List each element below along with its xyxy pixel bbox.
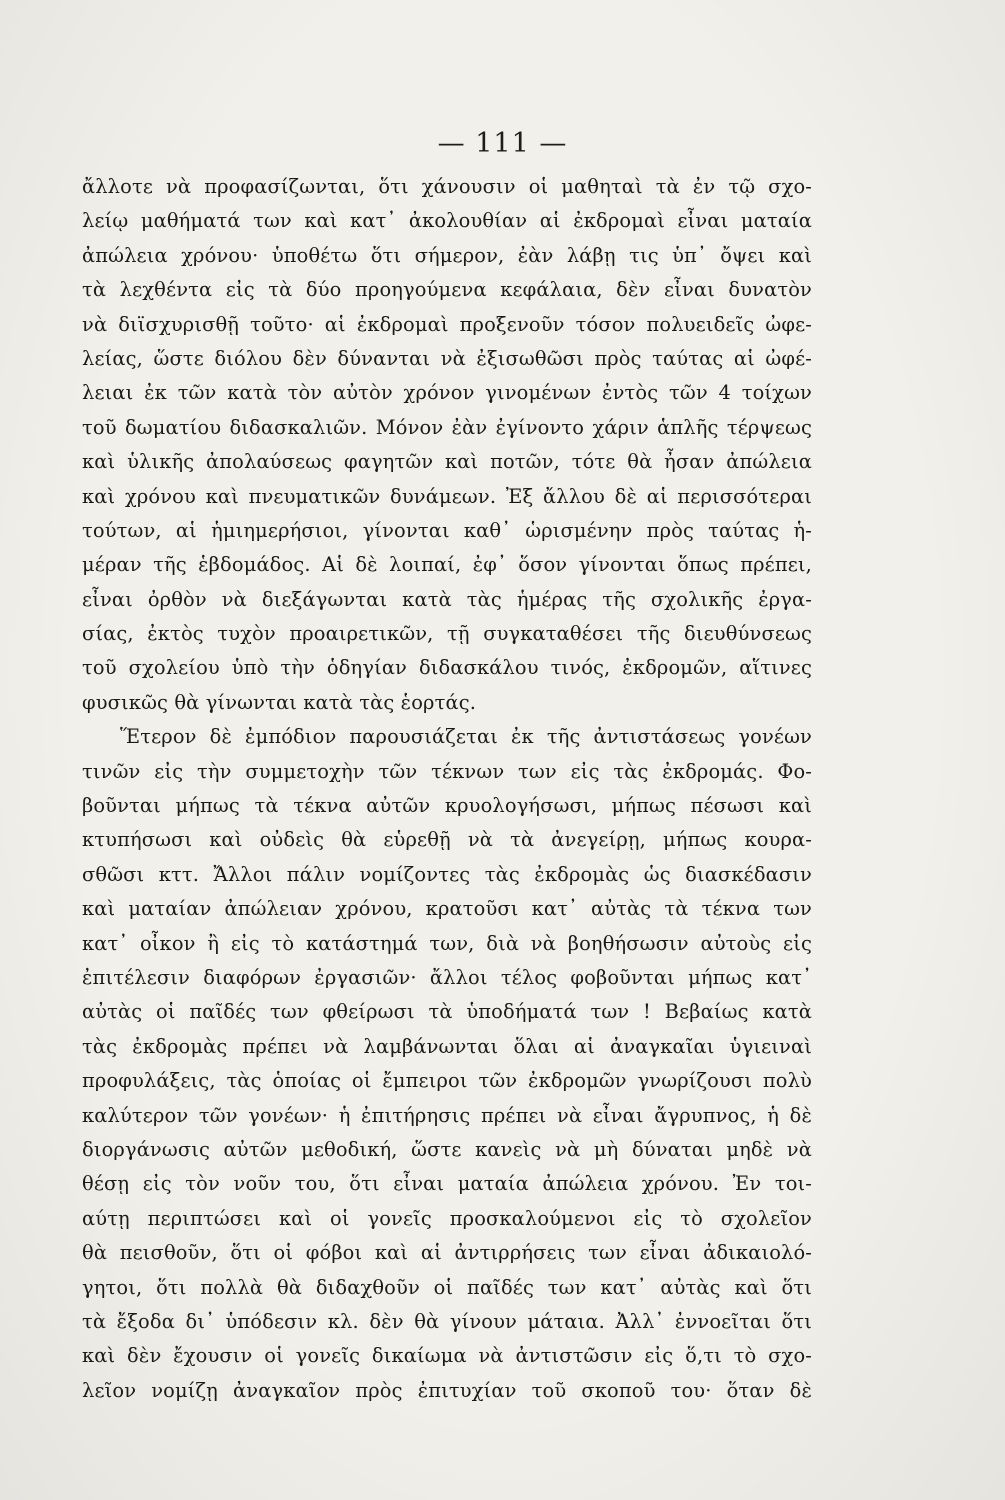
- text-line: βοῦνται μήπως τὰ τέκνα αὐτῶν κρυολογήσωσι, μήπως πέσωσι καὶ: [82, 794, 812, 818]
- text-line: αύτῃ περιπτώσει καὶ οἱ γονεῖς προσκαλούμενοι εἰς τὸ σχολεῖον: [82, 1206, 812, 1230]
- text-line: λειαι ἐκ τῶν κατὰ τὸν αὐτὸν χρόνον γινομένων ἐντὸς τῶν 4 τοίχων: [82, 381, 812, 405]
- text-line: καὶ ὑλικῆς ἀπολαύσεως φαγητῶν καὶ ποτῶν, τότε θὰ ἦσαν ἀπώλεια: [82, 450, 812, 474]
- text-line: τὰς ἐκδρομὰς πρέπει νὰ λαμβάνωνται ὅλαι αἱ ἀναγκαῖαι ὑγιειναὶ: [82, 1034, 812, 1058]
- text-line: αὐτὰς οἱ παῖδές των φθείρωσι τὰ ὑποδήματά των ! Βεβαίως κατὰ: [82, 1000, 812, 1024]
- text-line: μέραν τῆς ἑβδομάδος. Αἱ δὲ λοιπαί, ἐφ᾽ ὅσον γίνονται ὅπως πρέπει,: [82, 553, 812, 577]
- text-line: σίας, ἐκτὸς τυχὸν προαιρετικῶν, τῇ συγκαταθέσει τῆς διευθύνσεως: [82, 622, 812, 646]
- text-line: νὰ διϊσχυρισθῇ τοῦτο· αἱ ἐκδρομαὶ προξενοῦν τόσον πολυειδεῖς ὠφε-: [82, 312, 812, 336]
- text-line: εἶναι ὀρθὸν νὰ διεξάγωνται κατὰ τὰς ἡμέρας τῆς σχολικῆς ἐργα-: [82, 587, 812, 611]
- text-line: λείας, ὥστε διόλου δὲν δύνανται νὰ ἐξισωθῶσι πρὸς ταύτας αἱ ὠφέ-: [82, 346, 812, 370]
- paragraph-first-line: Ἕτερον δὲ ἐμπόδιον παρουσιάζεται ἐκ τῆς ἀντιστάσεως γονέων: [120, 725, 812, 749]
- text-line: διοργάνωσις αὐτῶν μεθοδική, ὥστε κανεὶς νὰ μὴ δύναται μηδὲ νὰ: [82, 1137, 812, 1161]
- text-line: τοῦ δωματίου διδασκαλιῶν. Μόνον ἐὰν ἐγίνοντο χάριν ἁπλῆς τέρψεως: [82, 415, 812, 439]
- text-line: λείῳ μαθήματά των καὶ κατ᾽ ἀκολουθίαν αἱ ἐκδρομαὶ εἶναι ματαία: [82, 209, 812, 233]
- text-line: θέσῃ εἰς τὸν νοῦν του, ὅτι εἶναι ματαία ἀπώλεια χρόνου. Ἐν τοι-: [82, 1172, 812, 1196]
- text-line: ἀπώλεια χρόνου· ὑποθέτω ὅτι σήμερον, ἐὰν λάβῃ τις ὑπ᾽ ὄψει καὶ: [82, 243, 812, 267]
- text-line: καὶ ματαίαν ἀπώλειαν χρόνου, κρατοῦσι κατ᾽ αὐτὰς τὰ τέκνα των: [82, 897, 812, 921]
- text-line: ἄλλοτε νὰ προφασίζωνται, ὅτι χάνουσιν οἱ μαθηταὶ τὰ ἐν τῷ σχο-: [82, 175, 812, 198]
- text-line: ἐπιτέλεσιν διαφόρων ἐργασιῶν· ἄλλοι τέλος φοβοῦνται μήπως κατ᾽: [82, 965, 812, 989]
- text-line: γητοι, ὅτι πολλὰ θὰ διδαχθοῦν οἱ παῖδές των κατ᾽ αὐτὰς καὶ ὅτι: [82, 1275, 812, 1299]
- text-line: κτυπήσωσι καὶ οὐδεὶς θὰ εὑρεθῇ νὰ τὰ ἀνεγείρῃ, μήπως κουρα-: [82, 828, 812, 852]
- text-line: τὰ ἔξοδα δι᾽ ὑπόδεσιν κλ. δὲν θὰ γίνουν μάταια. Ἀλλ᾽ ἐννοεῖται ὅτι: [82, 1309, 812, 1333]
- text-line: λεῖον νομίζῃ ἀναγκαῖον πρὸς ἐπιτυχίαν τοῦ σκοποῦ του· ὅταν δὲ: [82, 1378, 812, 1402]
- page-number: — 111 —: [437, 128, 568, 159]
- text-line: τοῦ σχολείου ὑπὸ τὴν ὁδηγίαν διδασκάλου τινός, ἐκδρομῶν, αἵτινες: [82, 656, 812, 680]
- text-line: σθῶσι κττ. Ἄλλοι πάλιν νομίζοντες τὰς ἐκδρομὰς ὡς διασκέδασιν: [82, 862, 812, 886]
- text-line: τὰ λεχθέντα εἰς τὰ δύο προηγούμενα κεφάλαια, δὲν εἶναι δυνατὸν: [82, 278, 812, 302]
- text-line: τούτων, αἱ ἡμιημερήσιοι, γίνονται καθ᾽ ὡρισμένην πρὸς ταύτας ἡ-: [82, 518, 812, 542]
- text-line: καὶ δὲν ἔχουσιν οἱ γονεῖς δικαίωμα νὰ ἀντιστῶσιν εἰς ὅ,τι τὸ σχο-: [82, 1344, 812, 1368]
- text-line: καλύτερον τῶν γονέων· ἡ ἐπιτήρησις πρέπει νὰ εἶναι ἄγρυπνος, ἡ δὲ: [82, 1103, 812, 1127]
- text-line: τινῶν εἰς τὴν συμμετοχὴν τῶν τέκνων των εἰς τὰς ἐκδρομάς. Φο-: [82, 759, 812, 783]
- text-line: καὶ χρόνου καὶ πνευματικῶν δυνάμεων. Ἐξ ἄλλου δὲ αἱ περισσότεραι: [82, 484, 812, 508]
- text-line: προφυλάξεις, τὰς ὁποίας οἱ ἔμπειροι τῶν ἐκδρομῶν γνωρίζουσι πολὺ: [82, 1069, 812, 1093]
- text-line: θὰ πεισθοῦν, ὅτι οἱ φόβοι καὶ αἱ ἀντιρρήσεις των εἶναι ἀδικαιολό-: [82, 1241, 812, 1265]
- body-text: [82, 170, 812, 1408]
- paragraph-last-line: φυσικῶς θὰ γίνωνται κατὰ τὰς ἑορτάς.: [82, 690, 477, 714]
- text-line: κατ᾽ οἶκον ἢ εἰς τὸ κατάστημά των, διὰ νὰ βοηθήσωσιν αὐτοὺς εἰς: [82, 931, 812, 955]
